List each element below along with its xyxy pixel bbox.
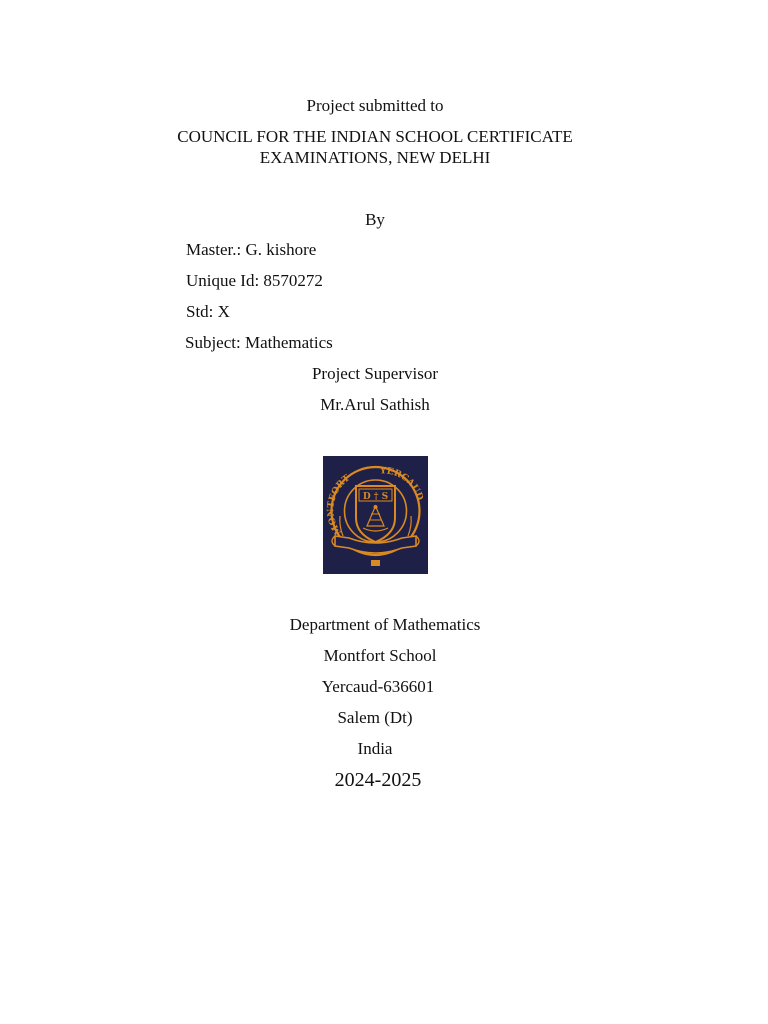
supervisor-name: Mr.Arul Sathish [320, 395, 430, 414]
svg-text:D † S: D † S [362, 492, 389, 502]
supervisor-title: Project Supervisor [311, 364, 439, 383]
by-text: By [365, 210, 385, 229]
svg-text:YERCAUD: YERCAUD [379, 466, 425, 502]
submitted-to-text: Project submitted to [306, 96, 444, 115]
svg-text:MONTFORT: MONTFORT [326, 473, 353, 537]
department-text: Department of Mathematics [289, 615, 481, 634]
academic-year: 2024-2025 [334, 769, 422, 791]
school-district: Salem (Dt) [337, 708, 413, 727]
school-place: Yercaud-636601 [321, 677, 435, 696]
student-subject: Subject: Mathematics [185, 333, 333, 352]
school-name: Montfort School [323, 646, 437, 665]
student-standard: Std: X [186, 302, 230, 321]
montfort-school-crest-icon [323, 456, 428, 574]
student-unique-id: Unique Id: 8570272 [186, 271, 323, 290]
council-title-line-1: COUNCIL FOR THE INDIAN SCHOOL CERTIFICATE [177, 127, 573, 146]
council-title-line-2: EXAMINATIONS, NEW DELHI [259, 148, 491, 167]
student-name: Master.: G. kishore [186, 240, 317, 259]
school-country: India [357, 739, 393, 758]
